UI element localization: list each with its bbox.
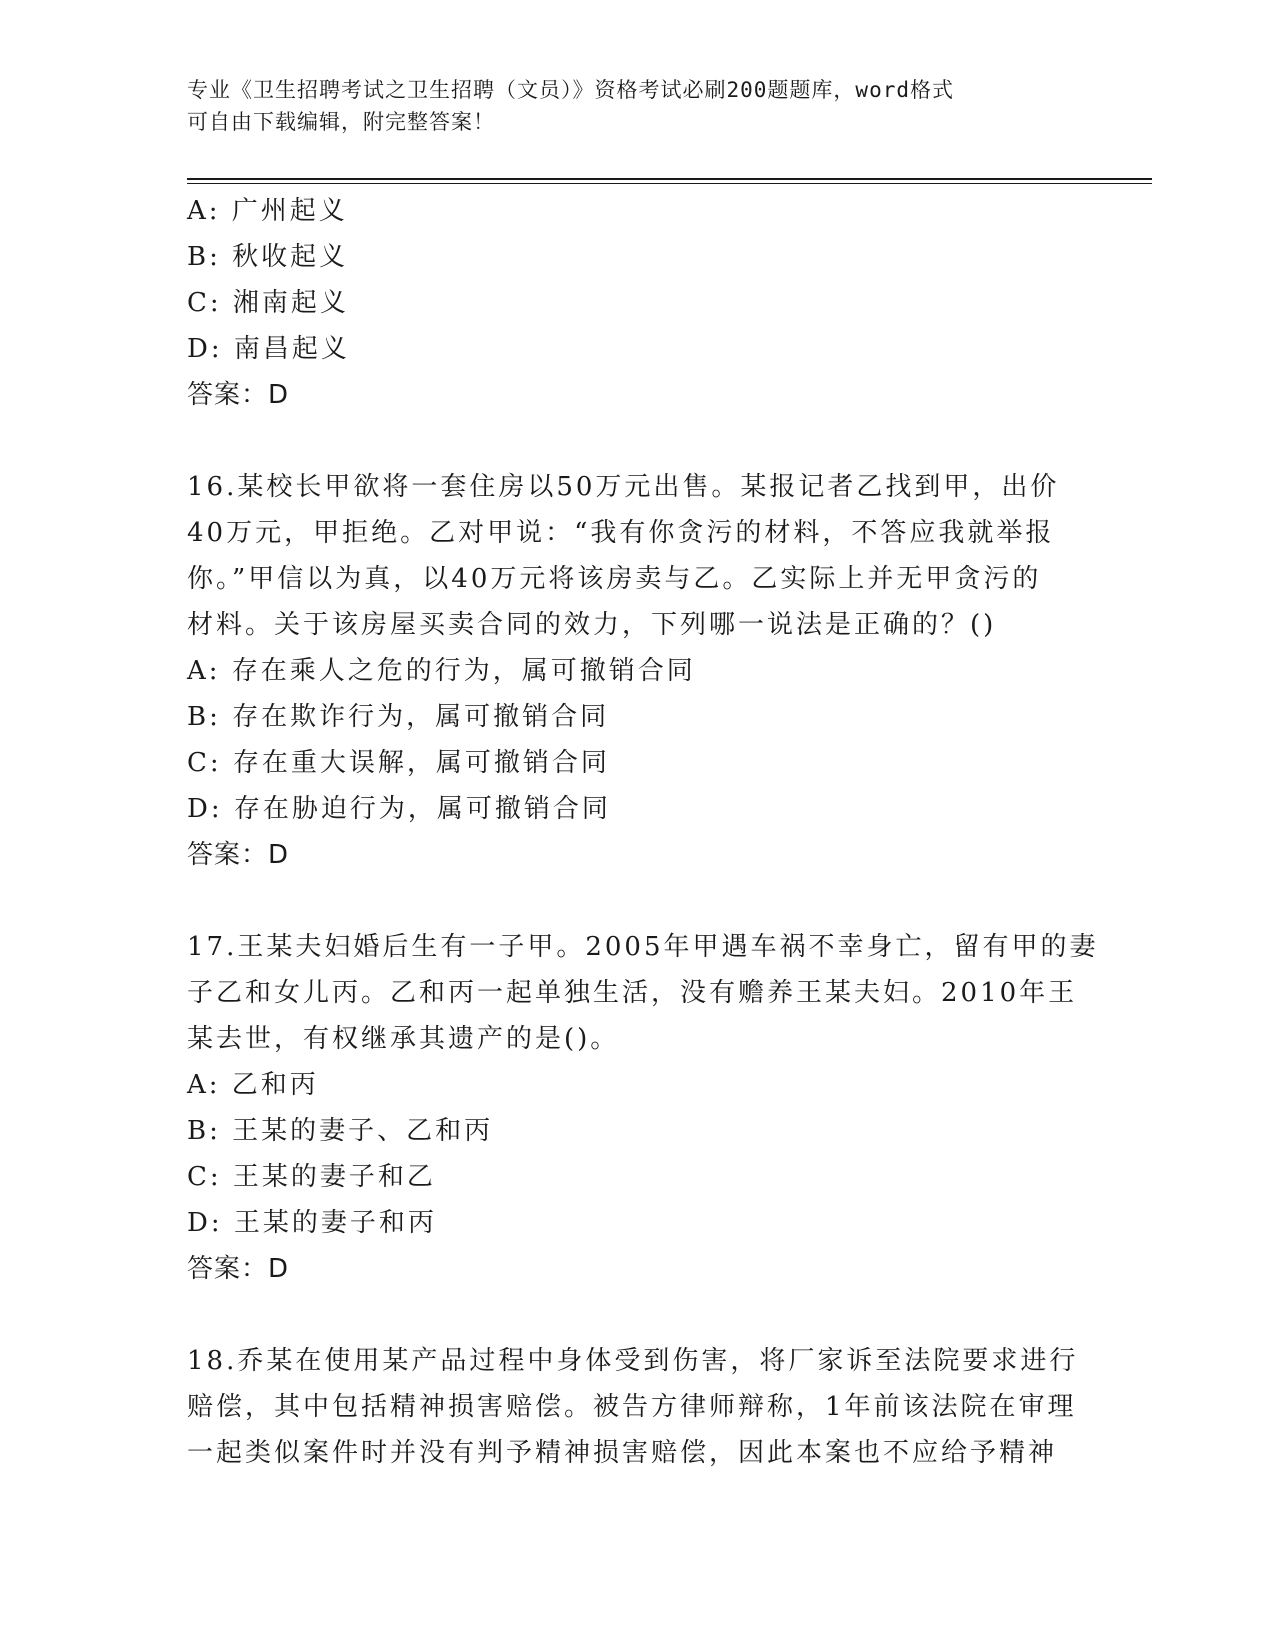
option-c: C: 王某的妻子和乙 [187,1162,436,1192]
question-text-line: 17.王某夫妇婚后生有一子甲。2005年甲遇车祸不幸身亡，留有甲的妻 [187,932,1099,962]
option-d: D: 南昌起义 [187,334,350,364]
header-rule-thick [187,178,1152,180]
option-b: B: 王某的妻子、乙和丙 [187,1116,494,1146]
header-line-2: 可自由下载编辑，附完整答案！ [187,110,495,134]
question-block-15 [187,188,1087,418]
question-text-line: 16.某校长甲欲将一套住房以50万元出售。某报记者乙找到甲，出价 [187,472,1060,502]
spacer [187,1292,1087,1338]
option-d: D: 王某的妻子和丙 [187,1208,437,1238]
option-a: A: 广州起义 [187,196,348,226]
question-block-18 [187,1338,1087,1476]
question-text-line: 一起类似案件时并没有判予精神损害赔偿，因此本案也不应给予精神 [187,1438,1058,1468]
spacer [187,418,1087,464]
question-text-line: 40万元，甲拒绝。乙对甲说：“我有你贪污的材料，不答应我就举报 [187,518,1055,548]
document-header [187,74,1067,138]
answer-line: 答案：D [187,840,290,870]
answer-line: 答案：D [187,380,290,410]
option-b: B: 秋收起义 [187,242,349,272]
document-body [187,188,1099,1476]
question-text-line: 你。”甲信以为真，以40万元将该房卖与乙。乙实际上并无甲贪污的 [187,564,1042,594]
question-text-line: 赔偿，其中包括精神损害赔偿。被告方律师辩称，1年前该法院在审理 [187,1392,1077,1422]
question-text-line: 某去世，有权继承其遗产的是()。 [187,1024,620,1054]
question-text-line: 材料。关于该房屋买卖合同的效力，下列哪一说法是正确的？() [187,610,997,640]
option-a: A: 乙和丙 [187,1070,319,1100]
header-line-1: 专业《卫生招聘考试之卫生招聘（文员）》资格考试必刷200题题库，word格式 [187,78,954,102]
question-text-line: 18.乔某在使用某产品过程中身体受到伤害，将厂家诉至法院要求进行 [187,1346,1079,1376]
question-text-line: 子乙和女儿丙。乙和丙一起单独生活，没有赡养王某夫妇。2010年王 [187,978,1078,1008]
option-b: B: 存在欺诈行为，属可撤销合同 [187,702,610,732]
option-c: C: 存在重大误解，属可撤销合同 [187,748,610,778]
header-rule-thin [187,183,1152,184]
spacer [187,878,1087,924]
option-d: D: 存在胁迫行为，属可撤销合同 [187,794,611,824]
option-a: A: 存在乘人之危的行为，属可撤销合同 [187,656,696,686]
answer-line: 答案：D [187,1254,290,1284]
question-block-16 [187,464,1087,878]
option-c: C: 湘南起义 [187,288,349,318]
question-block-17 [187,924,1099,1292]
